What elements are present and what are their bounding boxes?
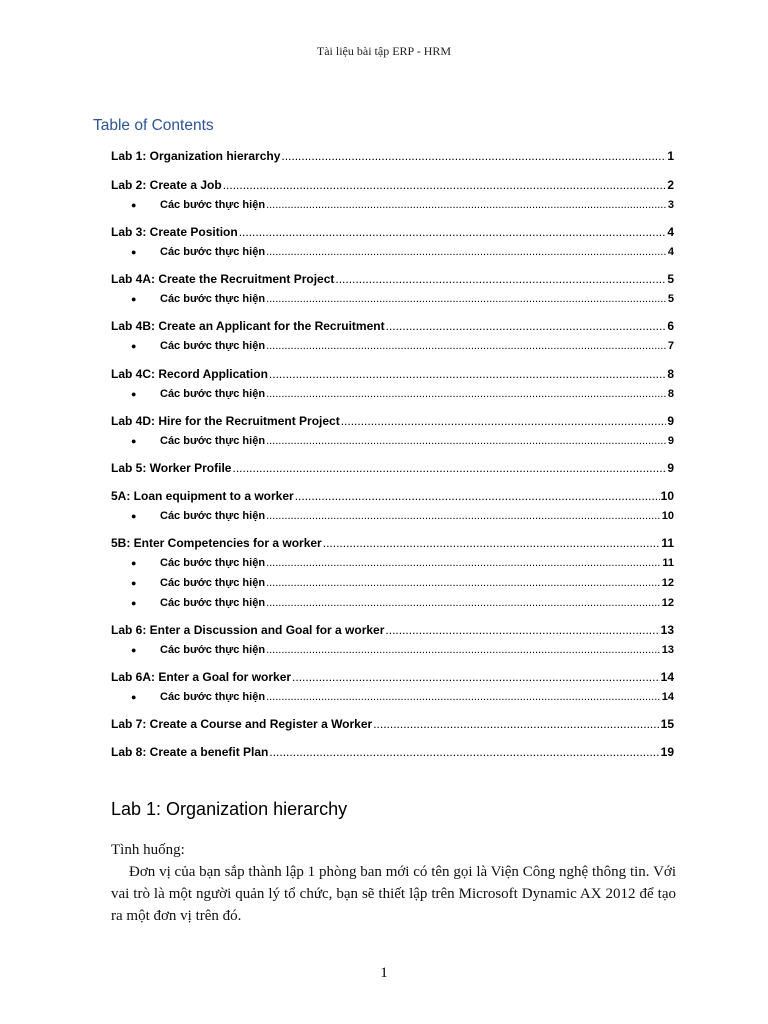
- toc-entry-text: Các bước thực hiện: [160, 510, 266, 522]
- toc-entry[interactable]: [111, 318, 674, 334]
- bullet-icon: ●: [131, 511, 137, 521]
- bullet-icon: ●: [131, 692, 137, 702]
- toc-subentry[interactable]: [111, 508, 674, 524]
- toc-leader-dots: [266, 338, 667, 354]
- toc-leader-dots: [266, 575, 661, 591]
- toc-leader-dots: [266, 642, 661, 658]
- toc-page-number: 8: [667, 367, 674, 381]
- toc-subentry[interactable]: [111, 386, 674, 402]
- bullet-icon: ●: [131, 200, 137, 210]
- toc-entry-text: Lab 4A: Create the Recruitment Project: [111, 272, 335, 286]
- bullet-icon: ●: [131, 558, 137, 568]
- situation-paragraph: [111, 861, 676, 927]
- toc-entry-text: Lab 7: Create a Course and Register a Worker: [111, 717, 373, 731]
- toc-page-number: 13: [660, 623, 674, 637]
- toc-entry-text: Lab 4B: Create an Applicant for the Recruitment: [111, 319, 385, 333]
- toc-leader-dots: [266, 508, 661, 524]
- toc-entry[interactable]: [111, 716, 674, 732]
- toc-entry-text: Lab 8: Create a benefit Plan: [111, 745, 269, 759]
- toc-entry-text: Lab 5: Worker Profile: [111, 461, 232, 475]
- toc-subentry[interactable]: [111, 575, 674, 591]
- toc-entry-text: Các bước thực hiện: [160, 435, 266, 447]
- toc-leader-dots: [266, 244, 667, 260]
- toc-entry[interactable]: [111, 488, 674, 504]
- toc-title: Table of Contents: [93, 117, 214, 134]
- toc-page-number: 5: [667, 293, 674, 305]
- bullet-icon: ●: [131, 578, 137, 588]
- toc-page-number: 14: [661, 691, 674, 703]
- toc-entry[interactable]: [111, 271, 674, 287]
- situation-label: Tình huống:: [111, 842, 185, 858]
- toc-subentry[interactable]: [111, 291, 674, 307]
- bullet-icon: ●: [131, 436, 137, 446]
- toc-leader-dots: [266, 433, 667, 449]
- page-number: 1: [380, 965, 388, 981]
- toc-leader-dots: [385, 622, 659, 638]
- toc-entry-text: Các bước thực hiện: [160, 293, 266, 305]
- toc-entry[interactable]: [111, 669, 674, 685]
- toc-leader-dots: [266, 197, 667, 213]
- toc-leader-dots: [266, 689, 661, 705]
- toc-subentry[interactable]: [111, 433, 674, 449]
- bullet-icon: ●: [131, 598, 137, 608]
- toc-subentry[interactable]: [111, 689, 674, 705]
- toc-entry-text: 5A: Loan equipment to a worker: [111, 489, 294, 503]
- toc-page-number: 10: [660, 489, 674, 503]
- toc-page-number: 12: [661, 577, 674, 589]
- toc-entry[interactable]: [111, 148, 674, 164]
- toc-entry-text: Các bước thực hiện: [160, 340, 266, 352]
- toc-entry-text: Các bước thực hiện: [160, 577, 266, 589]
- toc-leader-dots: [269, 366, 666, 382]
- bullet-icon: ●: [131, 389, 137, 399]
- toc-subentry[interactable]: [111, 197, 674, 213]
- toc-page-number: 11: [661, 536, 674, 550]
- page-header: Tài liệu bài tập ERP - HRM: [316, 44, 452, 58]
- toc-page-number: 11: [662, 557, 674, 569]
- bullet-icon: ●: [131, 341, 137, 351]
- toc-entry-text: Các bước thực hiện: [160, 644, 266, 656]
- toc-page-number: 4: [667, 225, 674, 239]
- toc-entry-text: Các bước thực hiện: [160, 246, 266, 258]
- toc-leader-dots: [295, 488, 660, 504]
- toc-page-number: 1: [667, 149, 674, 163]
- toc-leader-dots: [266, 386, 667, 402]
- toc-page-number: 2: [667, 178, 674, 192]
- toc-subentry[interactable]: [111, 642, 674, 658]
- toc-entry[interactable]: [111, 535, 674, 551]
- toc-leader-dots: [232, 460, 666, 476]
- toc-leader-dots: [341, 413, 667, 429]
- toc-page-number: 9: [667, 435, 674, 447]
- toc-page-number: 3: [667, 199, 674, 211]
- toc-entry-text: Lab 3: Create Position: [111, 225, 238, 239]
- toc-entry[interactable]: [111, 224, 674, 240]
- situation-paragraph-text: Đơn vị của bạn sắp thành lập 1 phòng ban mới có tên gọi là Viện Công nghệ thông tin. Với vai trò là một người quản lý tổ chức, bạn sẽ thiết lập trên Microsoft Dynamic AX 2012 để tạo ra một đơn vị trên đó.: [111, 864, 676, 924]
- toc-entry-text: 5B: Enter Competencies for a worker: [111, 536, 322, 550]
- toc-entry[interactable]: [111, 744, 674, 760]
- toc-subentry[interactable]: [111, 555, 674, 571]
- toc-entry-text: Các bước thực hiện: [160, 597, 266, 609]
- toc-entry[interactable]: [111, 366, 674, 382]
- toc-entry-text: Lab 6: Enter a Discussion and Goal for a worker: [111, 623, 385, 637]
- toc-subentry[interactable]: [111, 244, 674, 260]
- toc-page-number: 6: [667, 319, 674, 333]
- toc-entry[interactable]: [111, 177, 674, 193]
- toc-leader-dots: [335, 271, 666, 287]
- toc-page-number: 19: [660, 745, 674, 759]
- bullet-icon: ●: [131, 645, 137, 655]
- bullet-icon: ●: [131, 294, 137, 304]
- toc-subentry[interactable]: [111, 338, 674, 354]
- toc-page-number: 7: [667, 340, 674, 352]
- toc-entry-text: Các bước thực hiện: [160, 691, 266, 703]
- bullet-icon: ●: [131, 247, 137, 257]
- toc-leader-dots: [323, 535, 661, 551]
- toc-entry[interactable]: [111, 460, 674, 476]
- toc-page-number: 9: [667, 461, 674, 475]
- toc-page-number: 10: [661, 510, 674, 522]
- toc-entry[interactable]: [111, 622, 674, 638]
- toc-leader-dots: [266, 555, 661, 571]
- toc-entry-text: Các bước thực hiện: [160, 557, 266, 569]
- toc-leader-dots: [266, 291, 667, 307]
- toc-entry-text: Lab 6A: Enter a Goal for worker: [111, 670, 292, 684]
- section-heading: Lab 1: Organization hierarchy: [111, 799, 348, 819]
- toc-leader-dots: [239, 224, 667, 240]
- toc-entry-text: Lab 4C: Record Application: [111, 367, 268, 381]
- toc-entry-text: Các bước thực hiện: [160, 199, 266, 211]
- toc-leader-dots: [386, 318, 667, 334]
- toc-leader-dots: [266, 595, 661, 611]
- toc-leader-dots: [373, 716, 659, 732]
- toc-entry[interactable]: [111, 413, 674, 429]
- toc-page-number: 14: [660, 670, 674, 684]
- toc-entry-text: Lab 2: Create a Job: [111, 178, 222, 192]
- toc-page-number: 5: [667, 272, 674, 286]
- toc-page-number: 4: [667, 246, 674, 258]
- toc-leader-dots: [269, 744, 659, 760]
- toc-page-number: 12: [661, 597, 674, 609]
- toc-leader-dots: [223, 177, 667, 193]
- toc-entry-text: Các bước thực hiện: [160, 388, 266, 400]
- toc-page-number: 13: [661, 644, 674, 656]
- toc-entry-text: Lab 4D: Hire for the Recruitment Project: [111, 414, 340, 428]
- toc-leader-dots: [281, 148, 666, 164]
- toc-page-number: 9: [667, 414, 674, 428]
- toc-entry-text: Lab 1: Organization hierarchy: [111, 149, 281, 163]
- toc-subentry[interactable]: [111, 595, 674, 611]
- toc-page-number: 8: [667, 388, 674, 400]
- toc-leader-dots: [292, 669, 660, 685]
- toc-page-number: 15: [660, 717, 674, 731]
